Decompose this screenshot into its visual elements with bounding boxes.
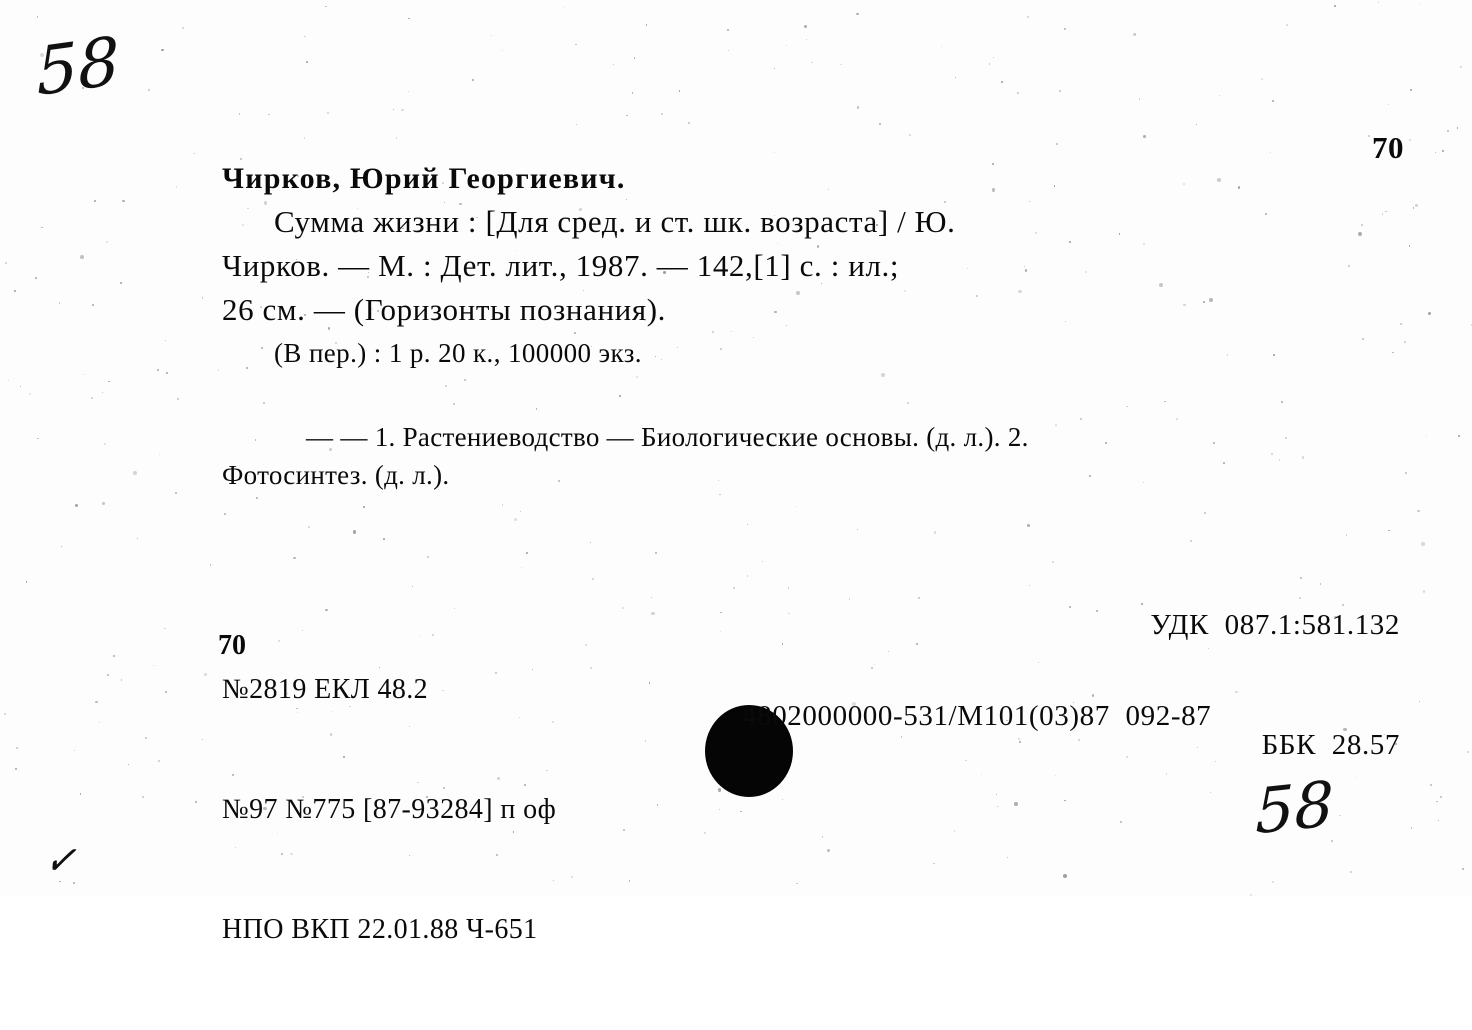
handwritten-mark-top-left: 58 [35,21,121,112]
udc-value: 087.1:581.132 [1224,609,1400,641]
price-print-run-text: (В пер.) : 1 р. 20 к., 100000 экз. [274,338,642,368]
bbk-value: 28.57 [1331,729,1400,761]
title-line-2: Чирков. — М. : Дет. лит., 1987. — 142,[1] с. : ил.; [222,248,900,283]
author-heading: Чирков, Юрий Георгиевич. [222,162,626,195]
bbk-label: ББК [1261,729,1317,761]
imprint-number-line: 4802000000-531/М101(03)87 092-87 [742,700,1212,732]
udc-label: УДК [1150,609,1209,641]
processing-side-number: 70 [218,630,246,661]
page-number: 70 [1372,130,1404,165]
processing-code-line-2: №97 №775 [87-93284] п оф [222,794,557,825]
subject-line-1 [222,418,1402,456]
subject-line-1-text: — — 1. Растениеводство — Биологические основы. (д. л.). 2. [306,422,1029,452]
processing-code-line-3: НПО ВКП 22.01.88 Ч-651 [222,914,538,945]
udc-row [1150,605,1400,645]
title-line-1 [222,200,1402,244]
bibliographic-record [222,162,1402,369]
subject-line-2: Фотосинтез. (д. л.). [222,460,450,490]
handwritten-mark-bottom-right: 58 [1255,766,1334,849]
title-line-1-text: Сумма жизни : [Для сред. и ст. шк. возраста] / Ю. [274,204,956,239]
handwritten-check-mark: ✓ [42,834,79,887]
processing-code-line-1: №2819 ЕКЛ 48.2 [222,674,429,705]
processing-codes [222,590,556,1030]
title-line-3: 26 см. — (Горизонты познания). [222,292,666,327]
subject-headings [222,418,1402,494]
price-print-run-line [222,338,1402,369]
